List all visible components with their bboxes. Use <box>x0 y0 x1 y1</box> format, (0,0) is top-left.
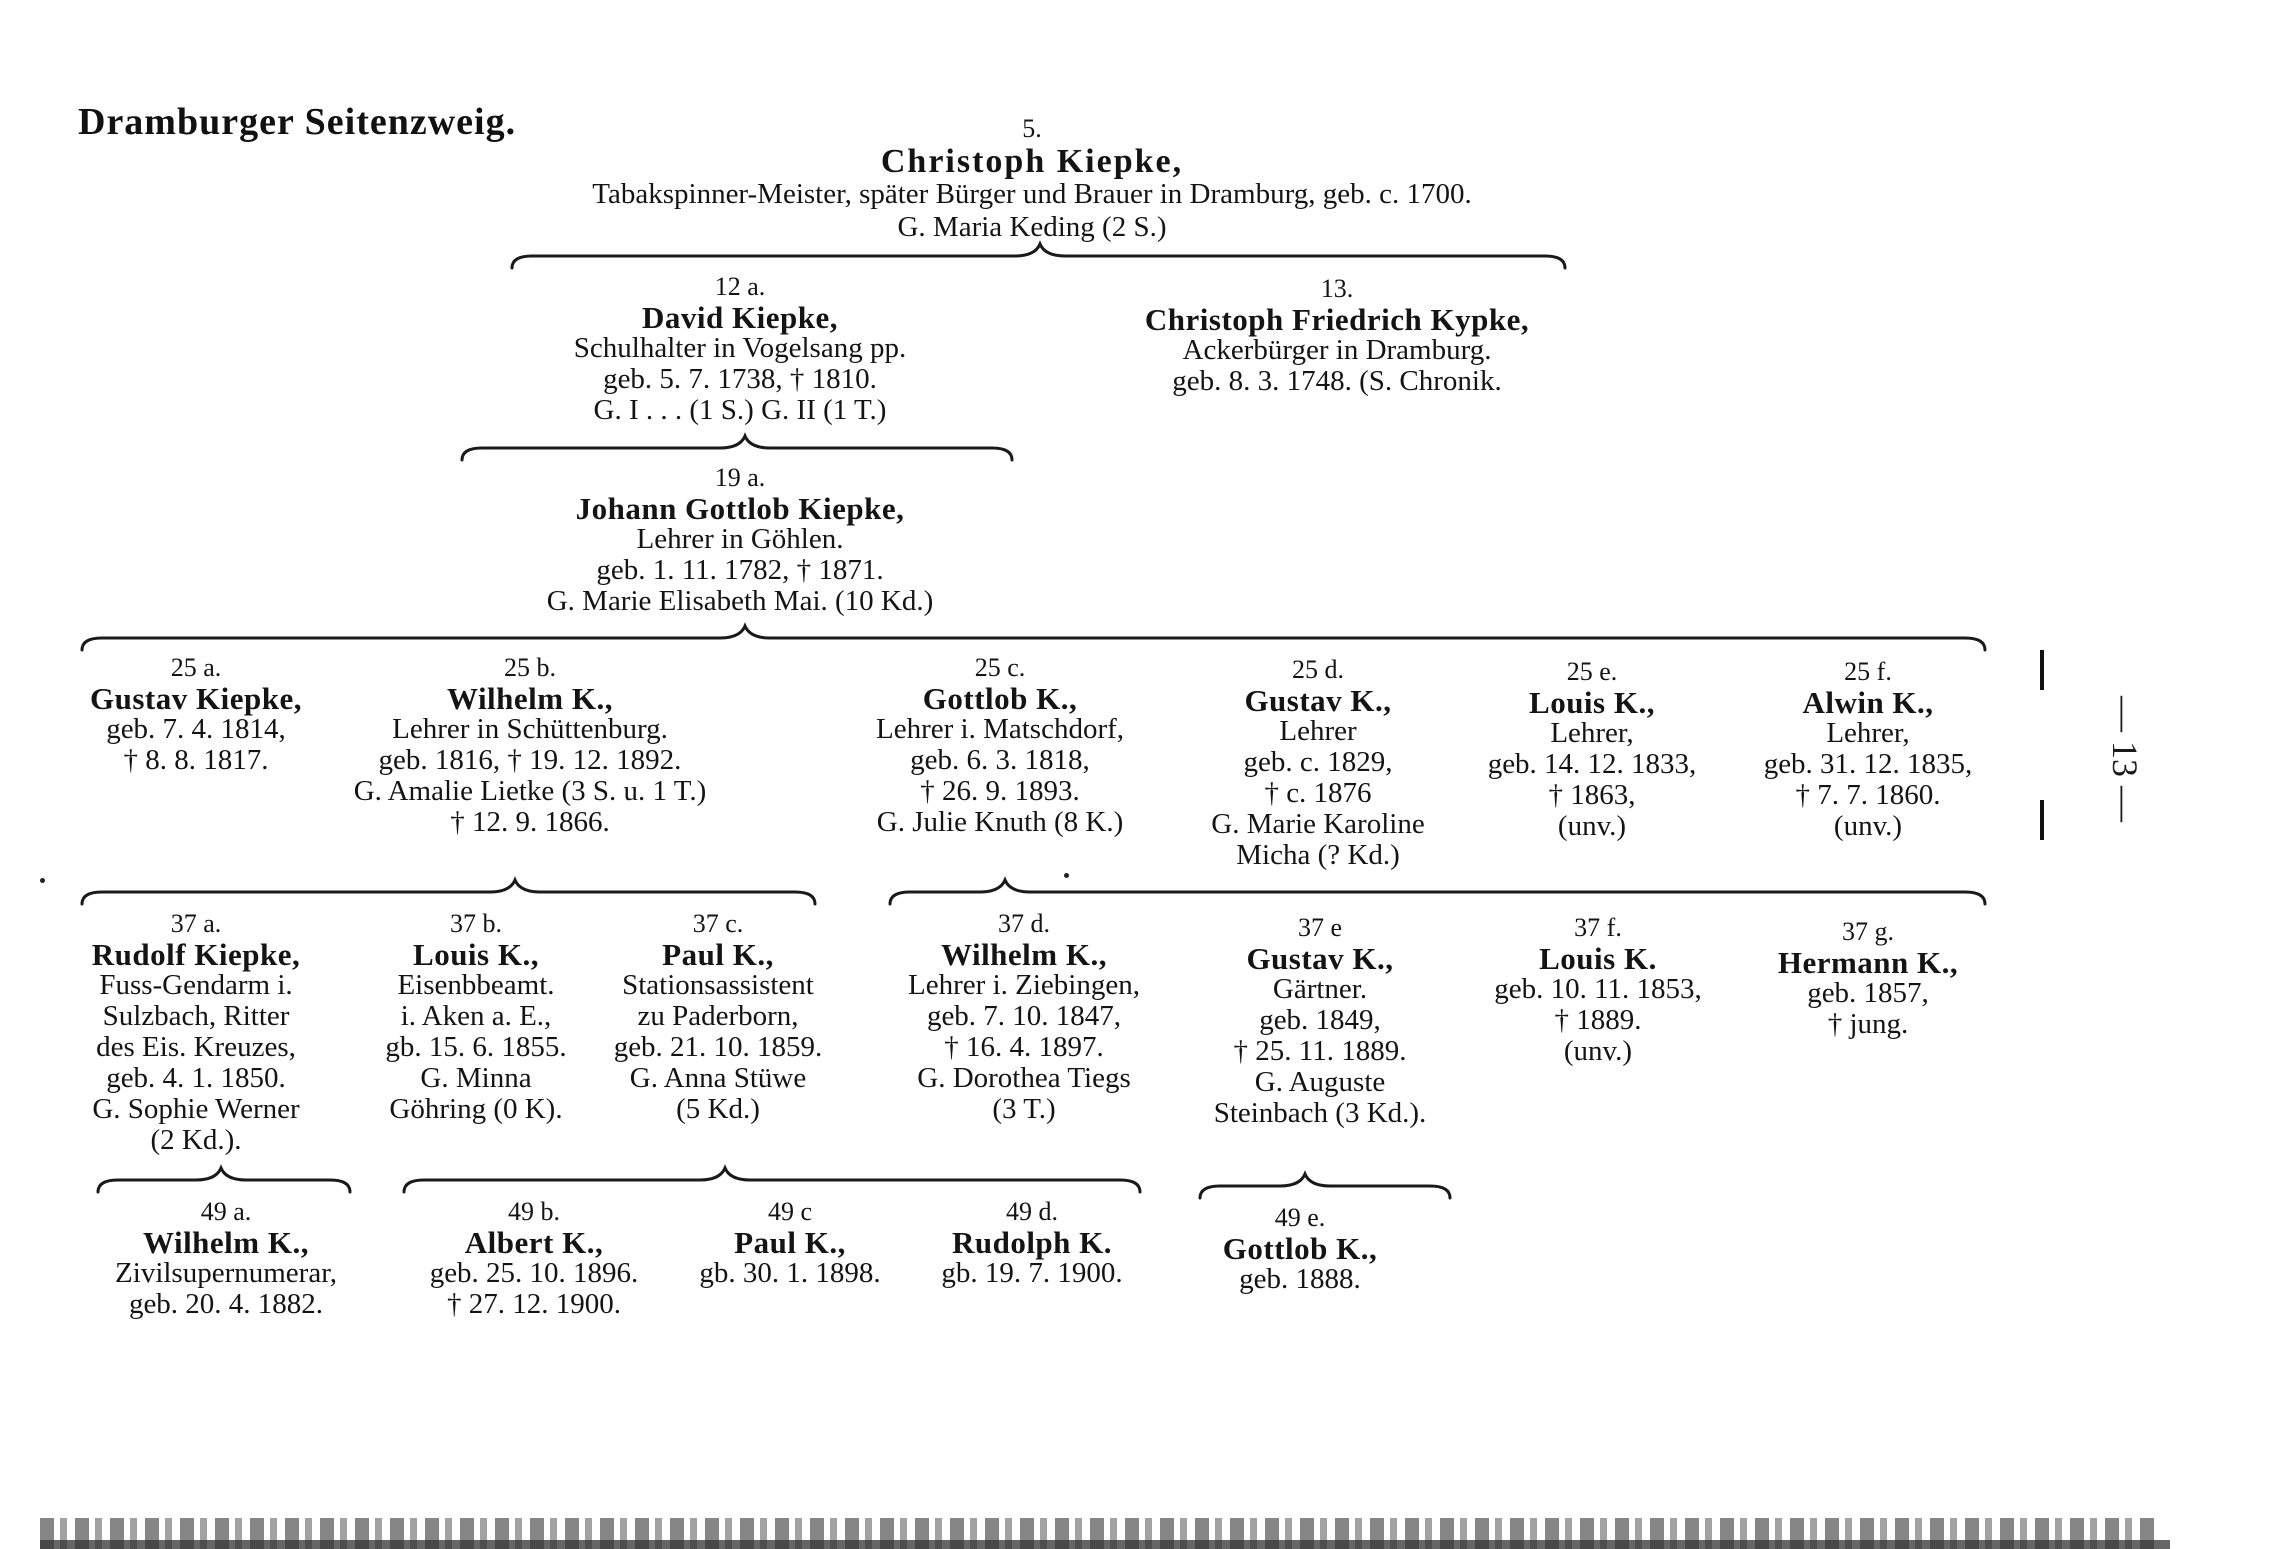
entry-number: 49 d. <box>1006 1197 1058 1226</box>
person-detail: des Eis. Kreuzes, <box>96 1031 296 1063</box>
person-name: David Kiepke, <box>642 300 838 335</box>
person-detail: geb. 6. 3. 1818, <box>910 744 1090 776</box>
person-detail: Lehrer i. Matschdorf, <box>875 713 1125 745</box>
person-detail: Lehrer <box>1279 715 1357 747</box>
person-name: Wilhelm K., <box>143 1225 309 1260</box>
person-detail: geb. 25. 10. 1896. <box>429 1257 639 1289</box>
person-detail: Tabakspinner-Meister, später Bürger und Brauer in Dramburg, geb. c. 1700. <box>592 178 1472 210</box>
person-detail: † 1863, <box>1548 779 1636 811</box>
person-detail: geb. 10. 11. 1853, <box>1494 973 1702 1005</box>
person-detail: geb. 1888. <box>1239 1263 1361 1295</box>
person-name: Rudolf Kiepke, <box>91 937 301 972</box>
person-detail: G. Amalie Lietke (3 S. u. 1 T.) <box>353 775 707 807</box>
person-detail: † 7. 7. 1860. <box>1795 779 1941 811</box>
person-detail: geb. c. 1829, <box>1243 746 1393 778</box>
entry-number: 49 e. <box>1274 1203 1326 1232</box>
person-detail: Schulhalter in Vogelsang pp. <box>573 332 907 364</box>
entry-number: 49 c <box>767 1197 813 1226</box>
person-detail: Gärtner. <box>1272 973 1368 1005</box>
person-detail: G. Marie Elisabeth Mai. (10 Kd.) <box>546 585 934 617</box>
person-detail: Steinbach (3 Kd.). <box>1213 1097 1427 1129</box>
person-detail: G. Marie Karoline <box>1211 808 1425 840</box>
entry-number: 37 d. <box>998 909 1050 938</box>
page-number-rule-top <box>2040 650 2044 690</box>
entry-number: 37 c. <box>692 909 744 938</box>
person-detail: † 16. 4. 1897. <box>944 1031 1104 1063</box>
person-name: Paul K., <box>662 937 774 972</box>
person-detail: zu Paderborn, <box>637 1000 799 1032</box>
entry-number: 49 a. <box>200 1197 252 1226</box>
entry-number: 25 c. <box>974 653 1026 682</box>
entry-number: 37 f. <box>1574 913 1622 942</box>
person-detail: G. Dorothea Tiegs <box>917 1062 1131 1094</box>
person-detail: G. Sophie Werner <box>92 1093 300 1125</box>
person-name: Gottlob K., <box>1222 1231 1378 1266</box>
entry-number: 25 e. <box>1566 657 1618 686</box>
person-detail: † 25. 11. 1889. <box>1233 1035 1407 1067</box>
person-detail: Fuss-Gendarm i. <box>99 969 293 1001</box>
person-detail: (unv.) <box>1557 810 1627 842</box>
person-name: Christoph Friedrich Kypke, <box>1144 302 1530 337</box>
person-detail: G. Minna <box>420 1062 532 1094</box>
person-detail: † 1889. <box>1554 1004 1642 1036</box>
entry-number: 37 g. <box>1842 917 1894 946</box>
scan-speck <box>1064 873 1069 878</box>
person-detail: Ackerbürger in Dramburg. <box>1182 334 1492 366</box>
entry-number: 49 b. <box>508 1197 560 1226</box>
person-name: Louis K., <box>413 937 539 972</box>
person-name: Gustav K., <box>1244 683 1392 718</box>
entry-number: 12 a. <box>714 272 766 301</box>
person-detail: Göhring (0 K). <box>389 1093 563 1125</box>
person-detail: G. Auguste <box>1254 1066 1386 1098</box>
person-detail: Lehrer in Göhlen. <box>636 523 844 555</box>
person-detail: geb. 7. 4. 1814, <box>106 713 286 745</box>
person-name: Rudolph K. <box>951 1225 1113 1260</box>
person-detail: geb. 20. 4. 1882. <box>128 1288 324 1320</box>
person-detail: i. Aken a. E., <box>400 1000 552 1032</box>
person-detail: (2 Kd.). <box>150 1124 242 1156</box>
person-detail: geb. 1816, † 19. 12. 1892. <box>378 744 682 776</box>
person-name: Wilhelm K., <box>941 937 1107 972</box>
page-heading: Dramburger Seitenzweig. <box>78 101 517 143</box>
person-detail: Sulzbach, Ritter <box>102 1000 290 1032</box>
person-detail: geb. 1857, <box>1807 977 1929 1009</box>
scan-speck <box>40 878 45 883</box>
brace-gen19 <box>82 626 1985 650</box>
person-detail: † 8. 8. 1817. <box>123 744 269 776</box>
person-detail: gb. 30. 1. 1898. <box>699 1257 881 1289</box>
person-detail: (unv.) <box>1833 810 1903 842</box>
person-detail: G. Julie Knuth (8 K.) <box>876 806 1124 838</box>
person-name: Johann Gottlob Kiepke, <box>575 491 905 526</box>
entry-number: 25 d. <box>1292 655 1344 684</box>
person-name: Albert K., <box>464 1225 604 1260</box>
person-detail: (3 T.) <box>992 1093 1056 1125</box>
entry-number: 19 a. <box>714 463 766 492</box>
person-name: Christoph Kiepke, <box>880 143 1184 180</box>
entry-number: 25 b. <box>503 653 556 682</box>
brace-gen12 <box>462 436 1012 460</box>
person-detail: geb. 4. 1. 1850. <box>106 1062 286 1094</box>
page-number: — 13 — <box>2105 696 2145 822</box>
person-detail: geb. 31. 12. 1835, <box>1763 748 1973 780</box>
brace-gen25b <box>82 880 815 904</box>
person-detail: † jung. <box>1827 1008 1909 1040</box>
entry-number: 13. <box>1320 274 1354 303</box>
person-detail: † c. 1876 <box>1264 777 1372 809</box>
brace-gen37c <box>404 1168 1140 1192</box>
page-number-rule-bottom <box>2040 800 2044 840</box>
person-detail: geb. 1. 11. 1782, † 1871. <box>596 554 884 586</box>
person-detail: geb. 8. 3. 1748. (S. Chronik. <box>1172 365 1502 397</box>
person-detail: (unv.) <box>1563 1035 1633 1067</box>
scan-edge-bar <box>40 1540 2170 1549</box>
person-detail: † 12. 9. 1866. <box>450 806 610 838</box>
entry-number: 25 a. <box>170 653 222 682</box>
person-name: Gustav K., <box>1246 941 1394 976</box>
person-detail: G. Maria Keding (2 S.) <box>897 211 1167 243</box>
entry-number: 5. <box>1022 114 1042 143</box>
person-name: Gottlob K., <box>922 681 1078 716</box>
person-name: Alwin K., <box>1802 685 1934 720</box>
person-detail: † 27. 12. 1900. <box>447 1288 621 1320</box>
entry-number: 37 e <box>1297 913 1343 942</box>
person-detail: Lehrer in Schüttenburg. <box>392 713 668 745</box>
entry-number: 37 b. <box>450 909 502 938</box>
person-name: Paul K., <box>734 1225 846 1260</box>
person-detail: Lehrer, <box>1826 717 1910 749</box>
person-detail: Lehrer i. Ziebingen, <box>908 969 1140 1001</box>
person-detail: geb. 5. 7. 1738, † 1810. <box>603 363 877 395</box>
person-detail: † 26. 9. 1893. <box>920 775 1080 807</box>
person-detail: geb. 14. 12. 1833, <box>1487 748 1697 780</box>
person-name: Wilhelm K., <box>447 681 613 716</box>
brace-gen5 <box>512 244 1565 268</box>
person-name: Louis K., <box>1529 685 1655 720</box>
brace-gen25c <box>890 880 1985 904</box>
person-detail: Stationsassistent <box>622 969 814 1001</box>
person-detail: Micha (? Kd.) <box>1236 839 1400 871</box>
person-detail: gb. 15. 6. 1855. <box>385 1031 567 1063</box>
person-detail: Zivilsupernumerar, <box>115 1257 337 1289</box>
person-detail: G. I . . . (1 S.) G. II (1 T.) <box>593 394 887 426</box>
person-detail: geb. 1849, <box>1259 1004 1381 1036</box>
person-detail: geb. 21. 10. 1859. <box>613 1031 823 1063</box>
person-name: Louis K. <box>1539 941 1657 976</box>
person-detail: Eisenbbeamt. <box>397 969 555 1001</box>
brace-gen37e <box>1200 1174 1450 1198</box>
entry-number: 25 f. <box>1844 657 1892 686</box>
person-detail: Lehrer, <box>1550 717 1634 749</box>
entry-number: 37 a. <box>170 909 222 938</box>
person-detail: gb. 19. 7. 1900. <box>941 1257 1123 1289</box>
person-name: Gustav Kiepke, <box>90 681 302 716</box>
person-detail: (5 Kd.) <box>676 1093 760 1125</box>
person-detail: G. Anna Stüwe <box>629 1062 807 1094</box>
brace-gen37a <box>98 1168 350 1192</box>
person-name: Hermann K., <box>1777 945 1959 980</box>
person-detail: geb. 7. 10. 1847, <box>926 1000 1122 1032</box>
